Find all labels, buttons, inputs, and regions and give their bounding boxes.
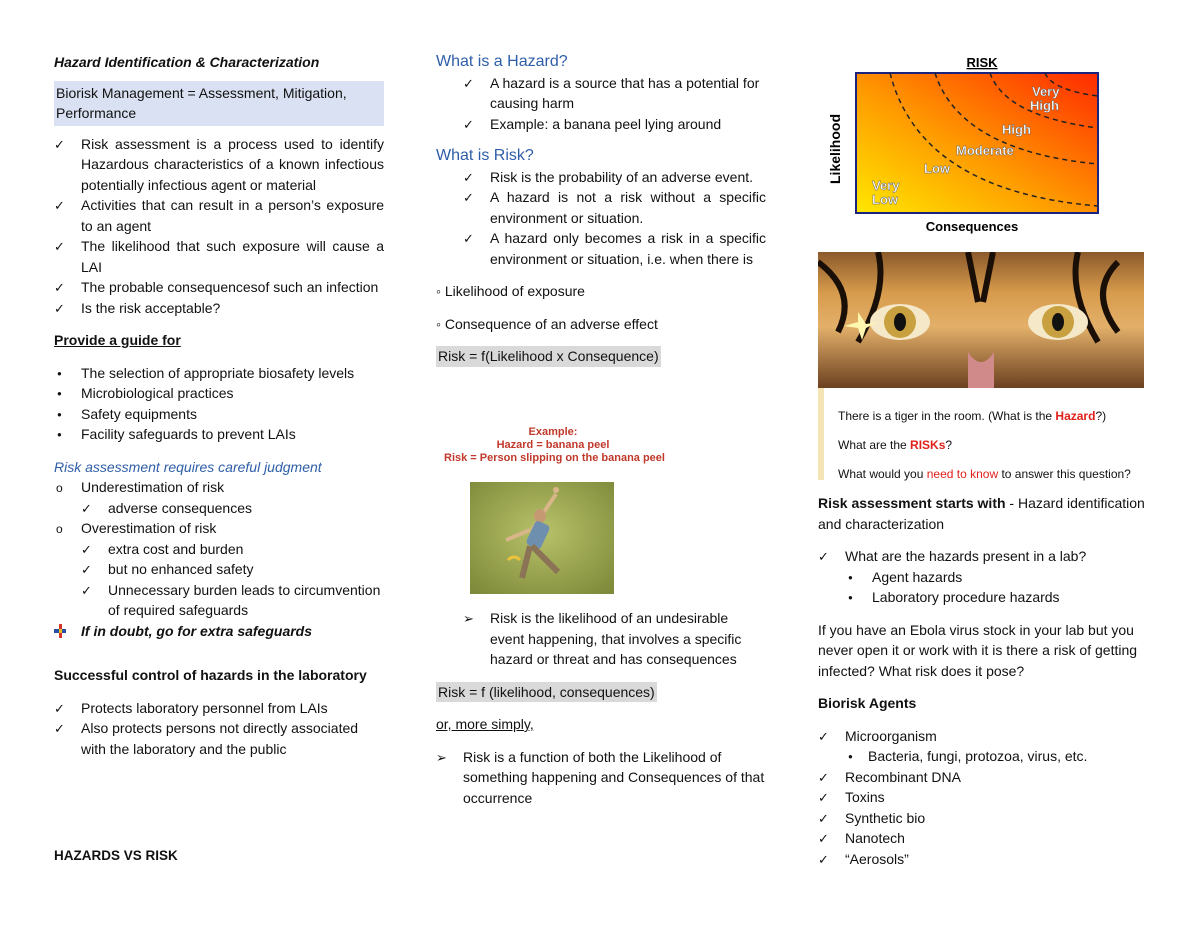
list-item: ✓ A hazard is not a risk without a specific environment or situation. <box>436 187 766 228</box>
check-icon <box>818 849 838 871</box>
judgment-heading: Risk assessment requires careful judgment <box>54 458 322 475</box>
zone-very-low-1: Very <box>872 178 900 193</box>
guide-list <box>54 363 384 445</box>
example-hazard: Hazard = banana peel <box>496 439 610 451</box>
list-item: ● The selection of appropriate biosafety levels <box>54 363 384 384</box>
slipping-person-image <box>470 482 614 594</box>
list-item: o Underestimation of risk <box>54 477 384 498</box>
list-item: ✓ Microorganism <box>818 726 1148 747</box>
list-item: ● Microbiological practices <box>54 383 384 404</box>
pointer-icon <box>54 621 74 642</box>
list-item: ● Bacteria, fungi, protozoa, virus, etc. <box>818 746 1148 767</box>
list-item: o Overestimation of risk <box>54 518 384 539</box>
zone-very-high-2: High <box>1030 98 1059 113</box>
arrow-icon <box>436 747 456 769</box>
risk-function-list <box>436 747 766 809</box>
list-item: ✓ Example: a banana peel lying around <box>436 114 766 135</box>
list-item: ➢ Risk is a function of both the Likelihood of something happening and Consequences of that occurrence <box>436 747 766 809</box>
zone-very-low-2: Low <box>872 192 898 207</box>
tiger-line-3: What would you need to know to answer this question? <box>838 467 1131 481</box>
column-middle <box>436 52 766 367</box>
column-middle-lower <box>436 608 766 808</box>
check-icon <box>818 767 838 789</box>
list-item: ✓ Protects laboratory personnel from LAIs <box>54 698 384 719</box>
list-item: ✓ Nanotech <box>818 828 1148 849</box>
simply-text: or, more simply, <box>436 716 534 732</box>
section-title: Hazard Identification & Characterization <box>54 54 320 70</box>
tiger-line-2: What are the RISKs? <box>838 438 953 452</box>
formula-1: Risk = f(Likelihood x Consequence) <box>436 346 661 367</box>
risk-title: RISK <box>966 56 998 70</box>
check-icon <box>463 73 483 95</box>
bullet-icon <box>54 424 74 448</box>
check-icon <box>81 498 101 520</box>
check-icon <box>818 546 838 568</box>
judgment-list <box>54 477 384 641</box>
list-item: ✓ extra cost and burden <box>54 539 384 560</box>
example-title: Example: <box>528 426 578 438</box>
consequence-text: ◦ Consequence of an adverse effect <box>436 315 658 332</box>
check-icon <box>818 808 838 830</box>
list-item: ✓ The likelihood that such exposure will cause a LAI <box>54 236 384 277</box>
list-item: ● Facility safeguards to prevent LAIs <box>54 424 384 445</box>
arrow-icon <box>463 608 483 630</box>
likelihood-axis-label: Likelihood <box>827 114 843 184</box>
list-item: ● Laboratory procedure hazards <box>818 587 1148 608</box>
list-item: ✓ Risk is the probability of an adverse event. <box>436 167 766 188</box>
check-icon <box>81 559 101 581</box>
zone-high: High <box>1002 122 1031 137</box>
list-item: ✓ The probable consequencesof such an infection <box>54 277 384 298</box>
risk-question: What is Risk? <box>436 147 534 164</box>
zone-very-high-1: Very <box>1032 84 1060 99</box>
list-item: ✓ Activities that can result in a person’s exposure to an agent <box>54 195 384 236</box>
consequences-axis-label: Consequences <box>925 219 1019 234</box>
check-icon <box>81 539 101 561</box>
zone-low: Low <box>924 161 950 176</box>
list-item: ➢ Risk is the likelihood of an undesirable event happening, that involves a specific hazard or threat and has consequences <box>436 608 766 670</box>
banner <box>54 81 384 126</box>
agents-list <box>818 726 1148 870</box>
agents-heading: Biorisk Agents <box>818 695 917 711</box>
control-list <box>54 698 384 760</box>
check-icon <box>818 726 838 748</box>
list-item: ● Safety equipments <box>54 404 384 425</box>
banana-example-figure <box>438 426 668 596</box>
check-icon <box>81 580 101 602</box>
check-icon <box>463 187 483 209</box>
list-item: ✓ Also protects persons not directly associated with the laboratory and the public <box>54 718 384 759</box>
example-risk: Risk = Person slipping on the banana peel <box>444 452 665 464</box>
risk-matrix-figure <box>820 56 1100 236</box>
circle-icon <box>54 518 74 540</box>
guide-heading: Provide a guide for <box>54 332 181 348</box>
hazard-list <box>436 73 766 135</box>
list-item: ✓ adverse consequences <box>54 498 384 519</box>
check-icon <box>54 718 74 740</box>
control-heading: Successful control of hazards in the laboratory <box>54 667 367 683</box>
tiger-eyes-image <box>818 252 1144 388</box>
hazard-question: What is a Hazard? <box>436 53 568 70</box>
list-item: ✓ Is the risk acceptable? <box>54 298 384 319</box>
list-item: If in doubt, go for extra safeguards <box>54 621 384 642</box>
tiger-line-1: There is a tiger in the room. (What is the Hazard?) <box>838 409 1107 423</box>
list-item: ✓ A hazard is a source that has a potential for causing harm <box>436 73 766 114</box>
zone-moderate: Moderate <box>956 143 1014 158</box>
check-icon <box>463 167 483 189</box>
check-icon <box>818 828 838 850</box>
risk-list <box>436 167 766 270</box>
column-right <box>818 493 1148 869</box>
check-icon <box>54 134 74 156</box>
list-item: ✓ “Aerosols” <box>818 849 1148 870</box>
banner-text: Biorisk Management = Assessment, Mitigation, Performance <box>56 84 347 121</box>
check-icon <box>54 298 74 320</box>
check-icon <box>818 787 838 809</box>
list-item: ● Agent hazards <box>818 567 1148 588</box>
assessment-list <box>54 134 384 319</box>
check-icon <box>54 236 74 258</box>
column-left <box>54 52 384 759</box>
footer-heading: HAZARDS VS RISK <box>54 848 178 863</box>
list-item: ✓ Toxins <box>818 787 1148 808</box>
starts-paragraph: Risk assessment starts with - Hazard identification and characterization <box>818 495 1145 532</box>
list-item: ✓ Risk assessment is a process used to identify Hazardous characteristics of a known infectious potentially infectious agent or material <box>54 134 384 196</box>
check-icon <box>54 698 74 720</box>
likelihood-text: ◦ Likelihood of exposure <box>436 283 585 299</box>
risk-definition-list <box>436 608 766 670</box>
check-icon <box>463 114 483 136</box>
list-item: ✓ Recombinant DNA <box>818 767 1148 788</box>
check-icon <box>54 277 74 299</box>
check-icon <box>463 228 483 250</box>
list-item: ✓ but no enhanced safety <box>54 559 384 580</box>
lab-hazards-list <box>818 546 1148 608</box>
list-item: ✓ A hazard only becomes a risk in a specific environment or situation, i.e. when there is <box>436 228 766 269</box>
tiger-caption <box>818 388 1144 480</box>
list-item: ✓ What are the hazards present in a lab? <box>818 546 1148 567</box>
formula-2: Risk = f (likelihood, consequences) <box>436 682 657 703</box>
check-icon <box>54 195 74 217</box>
bullet-icon <box>845 587 865 611</box>
list-item: ✓ Synthetic bio <box>818 808 1148 829</box>
circle-icon <box>54 477 74 499</box>
ebola-paragraph: If you have an Ebola virus stock in your lab but you never open it or work with it is there a risk of getting infected? What risk does it pose? <box>818 621 1138 679</box>
list-item: ✓ Unnecessary burden leads to circumvention of required safeguards <box>54 580 384 621</box>
